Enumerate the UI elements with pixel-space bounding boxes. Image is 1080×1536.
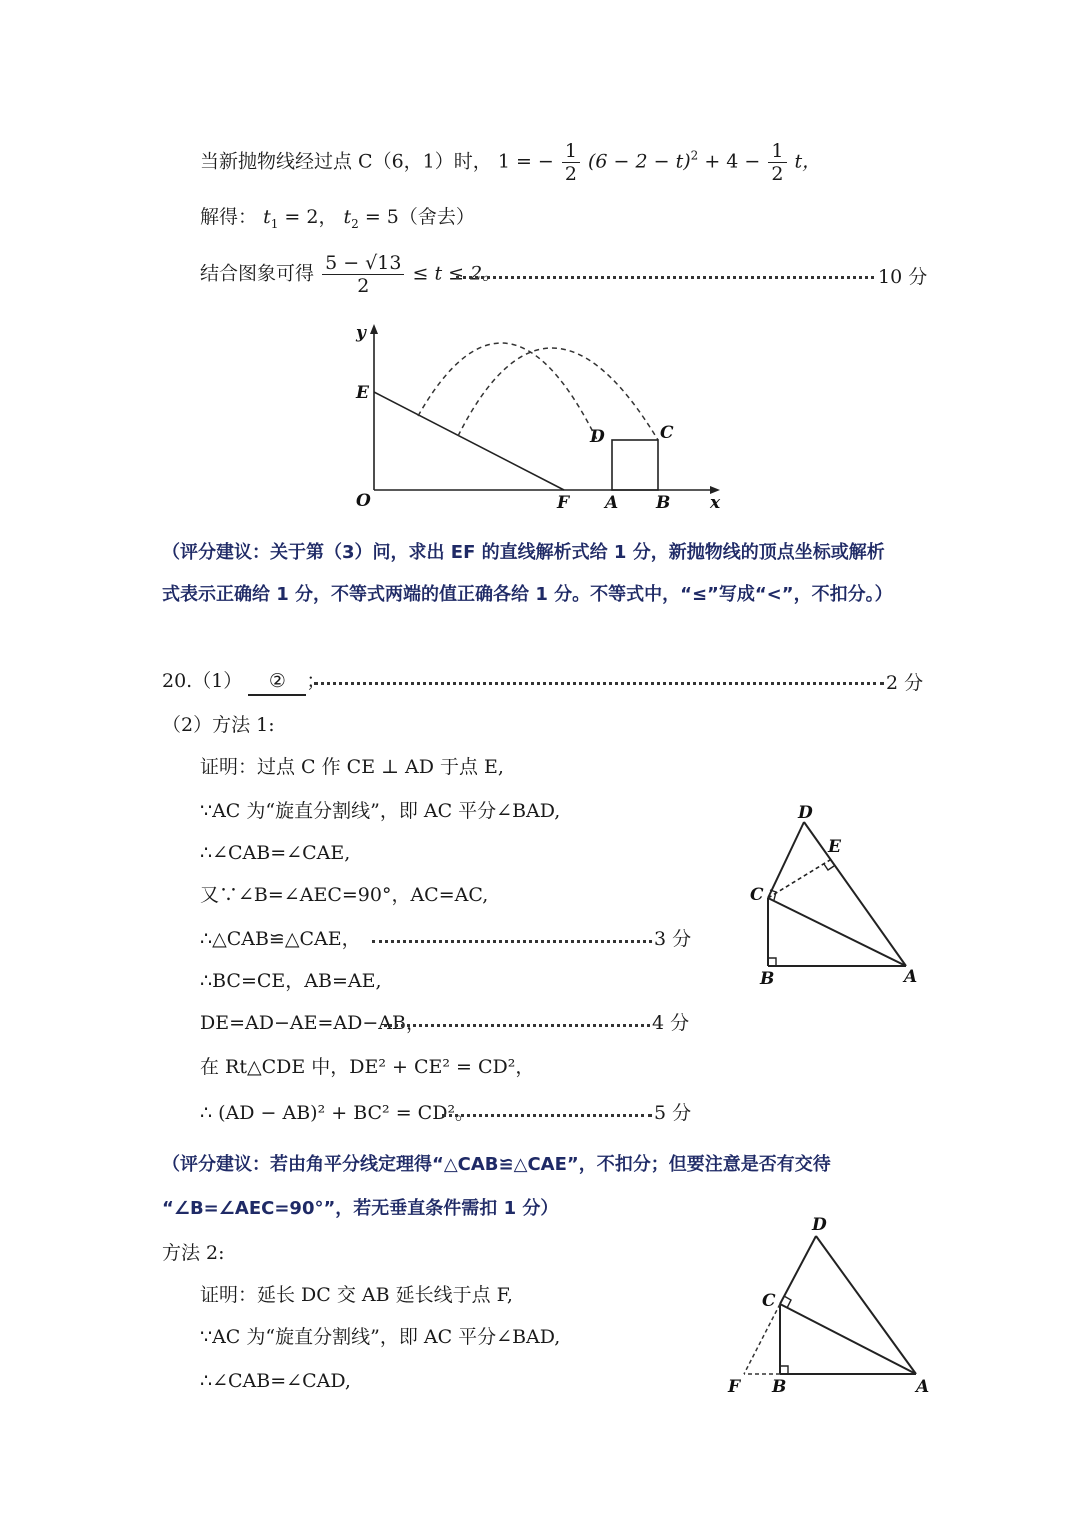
score-10: 10 分: [878, 266, 928, 288]
side-DC: [780, 1236, 816, 1304]
extension-CF: [744, 1304, 780, 1374]
grading-note-2-line-1: （评分建议：若由角平分线定理得“△CAB≌△CAE”，不扣分；但要注意是否有交待: [162, 1154, 831, 1175]
dot-leader: [372, 940, 652, 947]
inequality-label: 结合图象可得: [200, 262, 315, 285]
proof1-line-2: ∵AC 为“旋直分割线”，即 AC 平分∠BAD,: [200, 800, 561, 822]
figure-method2: [720, 1210, 940, 1400]
line1-end: t，: [794, 150, 822, 173]
solution-line: 解得： $t_1 = 2$， $t_2 = 5$（舍去）: [200, 206, 475, 231]
method2-label: 方法 2:: [162, 1242, 225, 1264]
score-4: 4 分: [652, 1012, 690, 1034]
dot-leader: [456, 276, 874, 283]
side-DA: [816, 1236, 916, 1374]
dot-leader: [314, 682, 884, 689]
side-CA: [768, 898, 906, 966]
equation-line-1: [200, 140, 821, 185]
line1-mid: (6 − 2 − t): [588, 150, 691, 173]
side-CA: [780, 1304, 916, 1374]
fig2-label-F: F: [728, 1377, 741, 1397]
parabola-graph: [340, 318, 740, 518]
proof2-line-1: 证明：延长 DC 交 AB 延长线于点 F,: [200, 1284, 513, 1306]
line1-mid2: + 4 −: [704, 150, 761, 173]
fig2-label-D: D: [812, 1215, 827, 1235]
grading-note-2-line-2: “∠B=∠AEC=90°”，若无垂直条件需扣 1 分）: [162, 1198, 559, 1219]
label-x: x: [710, 493, 721, 513]
label-B: B: [656, 493, 671, 513]
fig2-label-A: A: [916, 1377, 930, 1397]
proof2-line-3: ∴∠CAB=∠CAD,: [200, 1370, 351, 1392]
fig2-label-B: B: [772, 1377, 787, 1397]
part2-label: （2）方法 1:: [162, 714, 275, 736]
proof1-line-1: 证明：过点 C 作 CE ⊥ AD 于点 E,: [200, 756, 504, 778]
right-angle-B: [780, 1366, 788, 1374]
parabola-2-dashed: [458, 348, 658, 440]
label-D: D: [590, 427, 605, 447]
solution-label: 解得：: [200, 206, 258, 228]
y-axis-arrow: [370, 324, 378, 334]
score-3: 3 分: [654, 928, 692, 950]
fraction-half-1: $\frac{1}{2}$: [562, 140, 580, 185]
line1-text: 当新抛物线经过点 C（6，1）时，: [200, 150, 492, 173]
segment-EF: [374, 392, 564, 490]
dot-leader: [442, 1114, 652, 1121]
fig1-label-C: C: [750, 885, 764, 905]
fraction-root: $\frac{5 - √13}{2}$: [322, 252, 404, 297]
side-DA: [804, 822, 906, 966]
label-y: y: [356, 323, 366, 343]
fig1-label-B: B: [760, 969, 775, 989]
grading-note-1-line-2: 式表示正确给 1 分，不等式两端的值正确各给 1 分。不等式中，“≤”写成“<”，不扣分。）: [162, 584, 893, 605]
label-C: C: [660, 423, 674, 443]
proof2-line-2: ∵AC 为“旋直分割线”，即 AC 平分∠BAD,: [200, 1326, 561, 1348]
proof1-line-8: 在 Rt△CDE 中，DE² + CE² = CD²，: [200, 1056, 535, 1078]
proof1-line-9: ∴ (AD − AB)² + BC² = CD²。: [200, 1102, 475, 1124]
label-O: O: [356, 491, 371, 511]
q20-part1: 20.（1） ② ；: [162, 668, 325, 696]
right-angle-E: [824, 864, 834, 870]
fig1-label-A: A: [904, 967, 918, 987]
fig1-label-E: E: [828, 837, 841, 857]
score-2: 2 分: [886, 672, 924, 694]
proof1-line-4: 又∵∠B=∠AEC=90°，AC=AC,: [200, 884, 489, 906]
line1-exponent: 2: [690, 148, 699, 163]
score-5: 5 分: [654, 1102, 692, 1124]
label-F: F: [557, 493, 570, 513]
fig2-label-C: C: [762, 1291, 776, 1311]
proof1-line-7: DE=AD−AE=AD−AB，: [200, 1012, 425, 1034]
q20-label: 20.（1）: [162, 670, 243, 692]
label-E: E: [356, 383, 369, 403]
label-A: A: [605, 493, 619, 513]
inequality: ≤ t ≤ 2。: [412, 262, 502, 285]
inequality-line: [200, 252, 501, 297]
dot-leader: [384, 1024, 650, 1031]
proof1-line-6: ∴BC=CE，AB=AE,: [200, 970, 382, 992]
parabola-1-dashed: [418, 343, 598, 442]
proof1-line-3: ∴∠CAB=∠CAE,: [200, 842, 351, 864]
line1-lhs: 1 = −: [497, 150, 554, 173]
grading-note-1-line-1: （评分建议：关于第（3）问，求出 EF 的直线解析式给 1 分，新抛物线的顶点坐标或解析: [162, 542, 885, 563]
fraction-half-2: $\frac{1}{2}$: [768, 140, 786, 185]
proof1-line-5: ∴△CAB≌△CAE，: [200, 928, 361, 950]
fig1-label-D: D: [798, 803, 813, 823]
figure-method1: [740, 800, 940, 996]
right-angle-B: [768, 958, 776, 966]
square-ABCD: [612, 440, 658, 490]
answer-blank: ②: [248, 668, 306, 696]
